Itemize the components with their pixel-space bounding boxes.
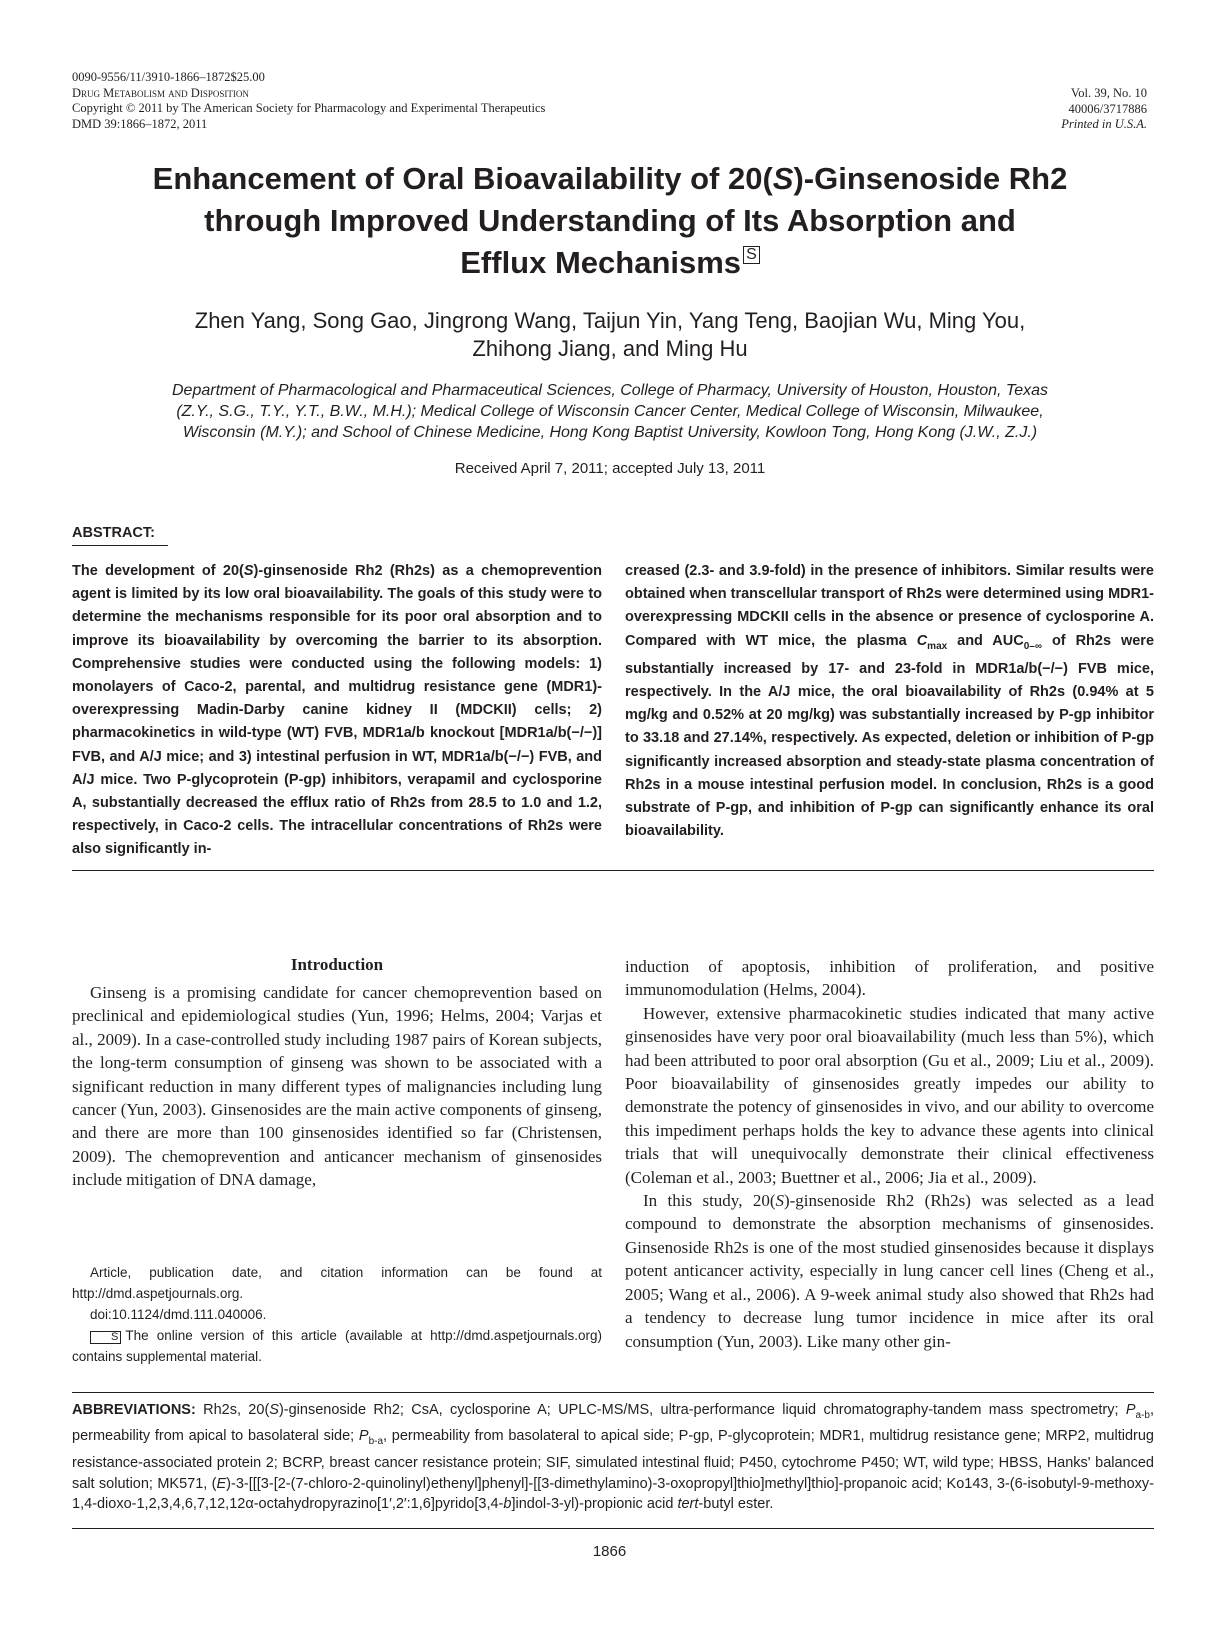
- abstract-left-column: The development of 20(S)-ginsenoside Rh2 (Rh2s) as a chemoprevention agent is limited by its low oral bioavailability. The goals of this study were to determine the mechanisms responsible for its poor oral absorption and to improve its bioavailability by overcoming the barrier to its absorption. Comprehensive studies were conducted using the following models: 1) monolayers of Caco-2, parental, and multidrug resistance gene (MDR1)-overexpressing Madin-Darby canine kidney II (MDCKII) cells; 2) pharmacokinetics in wild-type (WT) FVB, MDR1a/b knockout [MDR1a/b(−/−)] FVB, and A/J mice; and 3) intestinal perfusion in WT, MDR1a/b(−/−) FVB, and A/J mice. Two P-glycoprotein (P-gp) inhibitors, verapamil and cyclosporine A, substantially decreased the efflux ratio of Rh2s from 28.5 to 1.0 and 1.2, respectively, in Caco-2 cells. The intracellular concentrations of Rh2s were also significantly in-: [72, 563, 602, 858]
- intro-paragraph-1: Ginseng is a promising candidate for cancer chemoprevention based on preclinical and epidemiological studies (Yun, 1996; Helms, 2004; Varjas et al., 2009). In a case-controlled study including 1987 pairs of Korean subjects, the long-term consumption of ginseng was shown to be associated with a significant reduction in many different types of malignancies including lung cancer (Yun, 2003). Ginsenosides are the main active components of ginseng, and there are more than 100 ginsenosides identified so far (Christensen, 2009). The chemoprevention and anticancer mechanism of ginsenosides include mitigation of DNA damage,: [72, 983, 602, 1190]
- abbreviations-top-rule: [72, 1392, 1154, 1393]
- footnote-article-info: Article, publication date, and citation information can be found at http://dmd.aspetjournals.org.: [72, 1265, 602, 1301]
- header-left: [72, 70, 772, 132]
- header-journal: Drug Metabolism and Disposition: [72, 85, 249, 100]
- header-right: [847, 86, 1147, 133]
- page-number: 1866: [592, 1543, 627, 1560]
- abbreviations-bottom-rule: [72, 1528, 1154, 1529]
- footnote-doi: doi:10.1124/dmd.111.040006.: [90, 1307, 267, 1322]
- header-article-id: 40006/3717886: [1068, 101, 1147, 116]
- affiliations: Department of Pharmacological and Pharmaceutical Sciences, College of Pharmacy, University of Houston, Houston, Texas (Z.Y., S.G., T.Y., Y.T., B.W., M.H.); Medical College of Wisconsin Cancer Center, Medical College of Wisconsin, Milwaukee, Wisconsin (M.Y.); and School of Chinese Medicine, Hong Kong Baptist University, Kowloon Tong, Hong Kong (J.W., Z.J.): [172, 382, 1048, 441]
- intro-paragraph-1-cont: induction of apoptosis, inhibition of proliferation, and positive immunomodulation (Helms, 2004).: [625, 957, 1154, 1000]
- header-code: 0090-9556/11/3910-1866–1872$25.00: [72, 70, 265, 84]
- header-volume: Vol. 39, No. 10: [1070, 86, 1147, 100]
- header-printed: Printed in U.S.A.: [1061, 117, 1147, 131]
- abstract-heading: ABSTRACT:: [72, 525, 168, 546]
- footnotes: [72, 1262, 602, 1367]
- intro-left-column: [72, 981, 602, 1192]
- article-title: Enhancement of Oral Bioavailability of 20(S)-Ginsenoside Rh2 through Improved Understanding of Its Absorption and Efflux Mechanisms S: [152, 161, 1068, 280]
- abstract-right-column: creased (2.3- and 3.9-fold) in the presence of inhibitors. Similar results were obtained when transcellular transport of Rh2s were determined using MDR1-overexpressing MDCKII cells in the absence or presence of cyclosporine A. Compared with WT mice, the plasma $C_{max}$ and $AUC_{0-\infty}$ of Rh2s were substantially increased by 17- and 23-fold in MDR1a/b(−/−) FVB mice, respectively. In the A/J mice, the oral bioavailability of Rh2s (0.94% at 5 mg/kg and 0.52% at 20 mg/kg) was substantially increased by P-gp inhibitor to 33.18 and 27.14%, respectively. As expected, deletion or inhibition of P-gp significantly increased absorption and steady-state plasma concentration of Rh2s in a mouse intestinal perfusion model. In conclusion, Rh2s is a good substrate of P-gp, and inhibition of P-gp can significantly enhance its oral bioavailability.: [625, 563, 1155, 840]
- header-copyright: Copyright © 2011 by The American Society for Pharmacology and Experimental Therapeutics: [72, 101, 546, 115]
- introduction-heading: Introduction: [290, 955, 384, 974]
- abstract-divider: [72, 870, 1154, 871]
- author-list: Zhen Yang, Song Gao, Jingrong Wang, Taijun Yin, Yang Teng, Baojian Wu, Ming You, Zhihong Jiang, and Ming Hu: [194, 308, 1026, 361]
- supplemental-icon: S: [90, 1331, 121, 1344]
- received-dates: Received April 7, 2011; accepted July 13, 2011: [454, 460, 766, 477]
- footnote-supplemental: S The online version of this article (available at http://dmd.aspetjournals.org) contains supplemental material.: [72, 1328, 602, 1364]
- supplemental-icon: S: [743, 246, 760, 264]
- intro-paragraph-3: In this study, 20(S)-ginsenoside Rh2 (Rh2s) was selected as a lead compound to demonstrate the absorption mechanisms of ginsenosides. Ginsenoside Rh2s is one of the most studied ginsenosides because it displays potent anticancer activity, especially in lung cancer cell lines (Cheng et al., 2005; Wang et al., 2006). A 9-week animal study also showed that Rh2s had a tendency to decrease lung tumor incidence in mice after its oral consumption (Yun, 2003). Like many other gin-: [625, 1191, 1154, 1351]
- abbreviations: ABBREVIATIONS: Rh2s, 20(S)-ginsenoside Rh2; CsA, cyclosporine A; UPLC-MS/MS, ultra-performance liquid chromatography-tandem mass spectrometry; $P_{a-b}$, permeability from apical to basolateral side; $P_{b-a}$, permeability from basolateral to apical side; P-gp, P-glycoprotein; MDR1, multidrug resistance gene; MRP2, multidrug resistance-associated protein 2; BCRP, breast cancer resistance protein; SIF, simulated intestinal fluid; P450, cytochrome P450; WT, wild type; HBSS, Hanks' balanced salt solution; MK571, (E)-3-[[[3-[2-(7-chloro-2-quinolinyl)ethenyl]phenyl]-[[3-dimethylamino)-3-oxopropyl]thio]methyl]thio]-propanoic acid; Ko143, 3-(6-isobutyl-9-methoxy-1,4-dioxo-1,2,3,4,6,7,12,12α-octahydropyrazino[1′,2′:1,6]pyrido[3,4-b]indol-3-yl)-propionic acid tert-butyl ester.: [72, 1402, 1154, 1513]
- intro-paragraph-2: However, extensive pharmacokinetic studies indicated that many active ginsenosides have very poor oral bioavailability (much less than 5%), which had been attributed to poor oral absorption (Gu et al., 2009; Liu et al., 2009). Poor bioavailability of ginsenosides greatly impedes our ability to demonstrate the potency of ginsenosides in vivo, and our ability to overcome this impediment perhaps holds the key to advance these agents into clinical trials that will unequivocally demonstrate their clinical effectiveness (Coleman et al., 2003; Buettner et al., 2006; Jia et al., 2009).: [625, 1003, 1154, 1187]
- intro-right-column: [625, 955, 1154, 1353]
- header-citation: DMD 39:1866–1872, 2011: [72, 116, 208, 131]
